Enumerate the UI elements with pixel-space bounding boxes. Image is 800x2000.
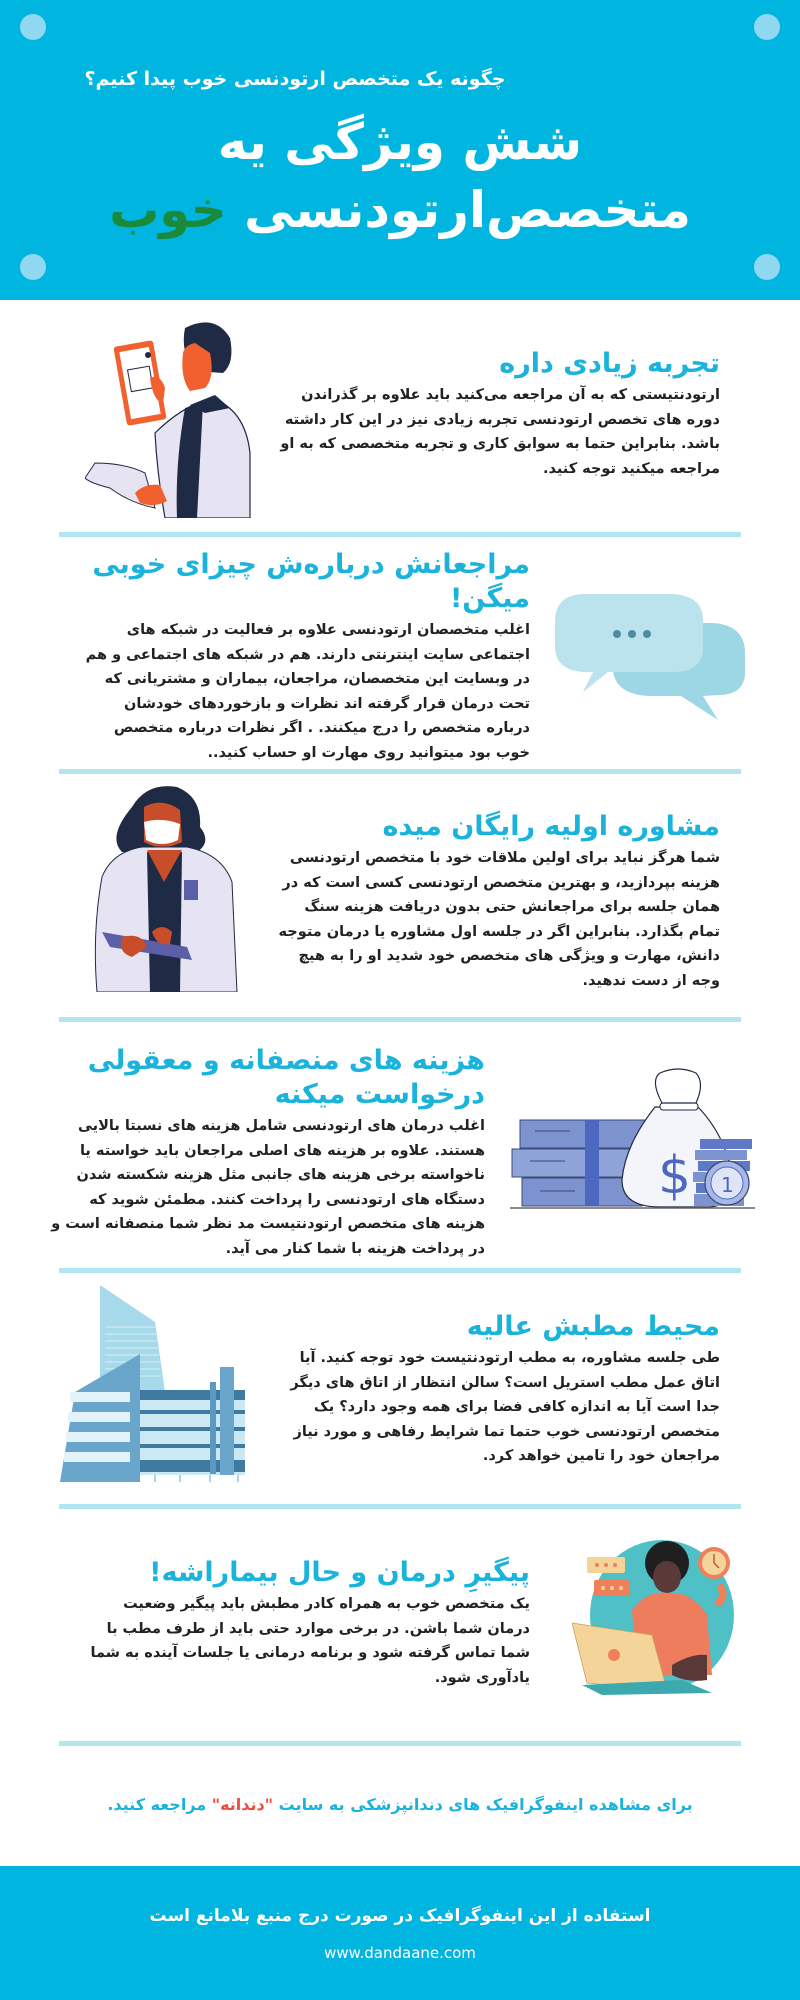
svg-text:$: $	[658, 1146, 692, 1206]
copyright-notice: استفاده از این اینفوگرافیک در صورت درج منبع بلامانع است	[149, 1906, 651, 1926]
money-bag-icon	[510, 1065, 755, 1215]
office-building-icon	[60, 1282, 250, 1482]
section-divider	[59, 1504, 741, 1509]
decorative-dot-icon	[20, 254, 46, 280]
svg-text:1: 1	[721, 1173, 734, 1197]
decorative-dot-icon	[20, 14, 46, 40]
cta-text: برای مشاهده اینفوگرافیک های دندانپزشکی به سایت	[273, 1795, 693, 1814]
section-divider	[59, 1268, 741, 1273]
title-highlight-word: خوب	[109, 181, 227, 239]
section-fair-pricing	[50, 1044, 485, 1261]
header-subtitle: چگونه یک متخصص ارتودنسی خوب پیدا کنیم؟	[84, 68, 506, 90]
section-title: مشاوره اولیه رایگان میده	[382, 811, 720, 842]
section-body: شما هرگز نباید برای اولین ملاقات خود با متخصص ارتودنسی هزینه بپردازید، و بهترین متخصص ارتودنسی کسی است که در همان جلسه برای مراجعانش حتی بدون دریافت هزینه سنگ تمام بگذارد. بنابراین اگر در جلسه اول مشاوره یا درمان متوجه دانش، مهارت و ویژگی های متخصص خود شدید او را به هیچ وجه از دست ندهید.	[278, 850, 720, 989]
section-title: محیط مطبش عالیه	[466, 1311, 720, 1342]
page-title-line1: شش ویژگی یه	[217, 113, 583, 171]
section-title: پیگیرِ درمان و حال بیماراشه!	[149, 1557, 530, 1588]
section-title: هزینه های منصفانه و معقولی درخواست میکنه	[87, 1045, 485, 1110]
website-cta	[0, 1795, 800, 1814]
header-banner	[0, 0, 800, 300]
title-main-text: متخصص‌ارتودنسی	[226, 181, 691, 239]
section-body: اغلب متخصصان ارتودنسی علاوه بر فعالیت در شبکه های اجتماعی سایت اینترنتی دارند. هم در شبکه های اجتماعی و هم در وبسایت این متخصصان، مراجعان، بیماران و مشتریانی که تحت درمان قرار گرفته اند نظرات و بازخوردهای خودشان درباره متخصص را درج میکنند. . اگر نظرات درباره متخصص خوب بود میتوانید روی مهارت او حساب کنید..	[85, 622, 530, 761]
section-reviews	[82, 548, 530, 765]
footer-banner	[0, 1866, 800, 2000]
section-experience	[280, 347, 720, 481]
doctor-with-clipboard-icon	[85, 313, 260, 518]
section-title: تجربه زیادی داره	[499, 348, 720, 379]
decorative-dot-icon	[754, 254, 780, 280]
section-body: طی جلسه مشاوره، به مطب ارتودنتیست خود توجه کنید. آیا اتاق عمل مطب استریل است؟ سالن انتظار از اتاق های دیگر جدا است آیا به اندازه کافی فضا برای همه وجود دارد؟ یک متخصص ارتودنسی خوب حتما تما شرایط رفاهی و مورد نیاز مراجعان خود را تامین خواهد کرد.	[290, 1350, 720, 1464]
support-agent-laptop-icon	[572, 1535, 742, 1695]
section-divider	[59, 1017, 741, 1022]
website-url-link[interactable]: www.dandaane.com	[324, 1944, 476, 1962]
section-body: ارتودنتیستی که به آن مراجعه می‌کنید باید علاوه بر گذراندن دوره های تخصص ارتودنسی تجربه زیادی نیز در این کار داشته باشد. بنابراین حتما به سوابق کاری و تجربه متخصصی که به او مراجعه میکنید توجه کنید.	[280, 387, 720, 477]
section-body: یک متخصص خوب به همراه کادر مطبش باید پیگیر وضعیت درمان شما باشن. در برخی موارد حتی باید از طرف مطب با شما تماس گرفته شود و برنامه درمانی یا جلسات آینده به شما یادآوری شود.	[90, 1596, 530, 1686]
section-divider	[59, 1741, 741, 1746]
page-title-line2	[0, 180, 800, 240]
section-body: اغلب درمان های ارتودنسی شامل هزینه های نسبتا بالایی هستند. علاوه بر هزینه های اصلی مراجعان باید خواسته یا ناخواسته برخی هزینه های جانبی مثل هزینه شکسته شدن دستگاه های ارتودنسی را پرداخت کنند. مطمئن شوید که هزینه های متخصص ارتودنتیست مد نظر شما منصفانه است و در پرداخت هزینه با شما کنار می آید.	[51, 1118, 485, 1257]
section-divider	[59, 769, 741, 774]
masked-doctor-icon	[92, 782, 252, 992]
cta-text-end: مراجعه کنید.	[107, 1795, 212, 1814]
chat-bubbles-icon	[553, 590, 748, 725]
section-title: مراجعانش درباره‌ش چیزای خوبی میگن!	[92, 549, 530, 614]
section-free-consultation	[270, 810, 720, 993]
section-divider	[59, 532, 741, 537]
section-follow-up	[90, 1556, 530, 1690]
decorative-dot-icon	[754, 14, 780, 40]
site-name-link[interactable]: "دندانه"	[211, 1795, 274, 1814]
section-clinic-environment	[270, 1310, 720, 1469]
